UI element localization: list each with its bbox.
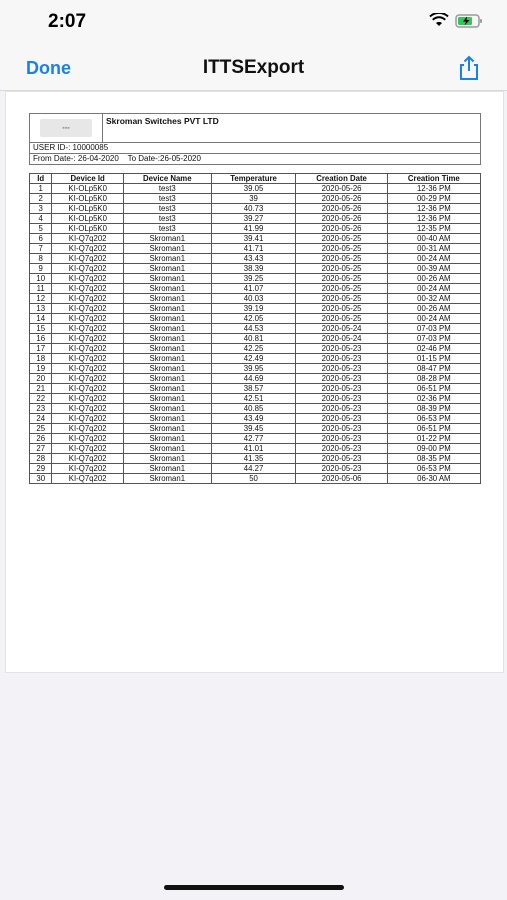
table-cell: 5: [30, 224, 52, 234]
table-cell: 39.41: [211, 234, 296, 244]
table-cell: KI-Q7q202: [52, 374, 123, 384]
table-cell: 40.03: [211, 294, 296, 304]
table-cell: Skroman1: [123, 244, 211, 254]
table-body: [30, 184, 481, 484]
table-cell: KI-Q7q202: [52, 424, 123, 434]
table-cell: KI-OLp5K0: [52, 194, 123, 204]
table-cell: 00-39 AM: [387, 264, 480, 274]
table-row: [30, 344, 481, 354]
table-cell: 07-03 PM: [387, 334, 480, 344]
table-cell: Skroman1: [123, 354, 211, 364]
home-indicator[interactable]: [164, 885, 344, 890]
table-cell: Skroman1: [123, 304, 211, 314]
table-row: [30, 414, 481, 424]
table-cell: 24: [30, 414, 52, 424]
table-cell: test3: [123, 204, 211, 214]
status-icons: [429, 13, 483, 33]
table-cell: 2020-05-26: [296, 204, 387, 214]
table-cell: 39.27: [211, 214, 296, 224]
table-cell: KI-Q7q202: [52, 384, 123, 394]
table-cell: KI-OLp5K0: [52, 214, 123, 224]
table-cell: 39.25: [211, 274, 296, 284]
table-cell: Skroman1: [123, 264, 211, 274]
table-cell: KI-Q7q202: [52, 334, 123, 344]
table-cell: 12-36 PM: [387, 214, 480, 224]
table-cell: test3: [123, 184, 211, 194]
table-cell: 42.77: [211, 434, 296, 444]
table-cell: 2020-05-26: [296, 184, 387, 194]
table-cell: 09-00 PM: [387, 444, 480, 454]
table-cell: 01-22 PM: [387, 434, 480, 444]
table-cell: 1: [30, 184, 52, 194]
table-cell: Skroman1: [123, 404, 211, 414]
table-row: [30, 324, 481, 334]
table-cell: KI-Q7q202: [52, 434, 123, 444]
table-cell: 2020-05-23: [296, 344, 387, 354]
column-header: Creation Date: [296, 174, 387, 184]
table-cell: 2020-05-23: [296, 354, 387, 364]
table-cell: 39.45: [211, 424, 296, 434]
table-cell: Skroman1: [123, 434, 211, 444]
table-cell: 00-26 AM: [387, 304, 480, 314]
company-logo: [30, 114, 103, 142]
share-icon[interactable]: [455, 54, 483, 82]
table-cell: 40.73: [211, 204, 296, 214]
column-header: Id: [30, 174, 52, 184]
table-cell: Skroman1: [123, 444, 211, 454]
table-cell: 7: [30, 244, 52, 254]
table-cell: 42.05: [211, 314, 296, 324]
table-header-row: [30, 174, 481, 184]
table-cell: 3: [30, 204, 52, 214]
date-range: From Date-: 26-04-2020 To Date-:26-05-2020: [29, 154, 481, 165]
table-cell: 10: [30, 274, 52, 284]
column-header: Device Id: [52, 174, 123, 184]
table-cell: 25: [30, 424, 52, 434]
table-row: [30, 234, 481, 244]
table-cell: 2020-05-26: [296, 214, 387, 224]
table-cell: 41.99: [211, 224, 296, 234]
table-cell: 08-28 PM: [387, 374, 480, 384]
table-cell: 42.25: [211, 344, 296, 354]
table-cell: 28: [30, 454, 52, 464]
table-cell: 00-24 AM: [387, 314, 480, 324]
table-cell: 2020-05-23: [296, 364, 387, 374]
table-cell: 27: [30, 444, 52, 454]
table-row: [30, 194, 481, 204]
table-cell: test3: [123, 224, 211, 234]
table-cell: 13: [30, 304, 52, 314]
table-cell: test3: [123, 214, 211, 224]
status-time: 2:07: [48, 11, 87, 32]
table-cell: 2020-05-25: [296, 274, 387, 284]
table-row: [30, 424, 481, 434]
table-row: [30, 354, 481, 364]
table-cell: 00-24 AM: [387, 284, 480, 294]
table-cell: 00-32 AM: [387, 294, 480, 304]
table-cell: 40.85: [211, 404, 296, 414]
table-cell: 38.57: [211, 384, 296, 394]
table-cell: Skroman1: [123, 284, 211, 294]
table-cell: 2020-05-25: [296, 264, 387, 274]
table-cell: 2020-05-23: [296, 414, 387, 424]
table-row: [30, 314, 481, 324]
table-row: [30, 464, 481, 474]
wifi-icon: [429, 13, 449, 33]
table-cell: 00-24 AM: [387, 254, 480, 264]
company-name: Skroman Switches PVT LTD: [106, 116, 219, 126]
table-cell: 2020-05-25: [296, 314, 387, 324]
table-row: [30, 474, 481, 484]
table-cell: 2020-05-25: [296, 254, 387, 264]
table-row: [30, 384, 481, 394]
table-cell: 4: [30, 214, 52, 224]
column-header: Temperature: [211, 174, 296, 184]
table-cell: 00-26 AM: [387, 274, 480, 284]
table-cell: 39.05: [211, 184, 296, 194]
table-cell: 00-40 AM: [387, 234, 480, 244]
table-cell: 41.07: [211, 284, 296, 294]
table-cell: KI-Q7q202: [52, 244, 123, 254]
table-cell: 02-46 PM: [387, 344, 480, 354]
table-cell: KI-Q7q202: [52, 464, 123, 474]
table-cell: Skroman1: [123, 384, 211, 394]
table-cell: 07-03 PM: [387, 324, 480, 334]
table-cell: 06-53 PM: [387, 464, 480, 474]
table-cell: Skroman1: [123, 454, 211, 464]
table-cell: 2020-05-23: [296, 374, 387, 384]
table-cell: Skroman1: [123, 314, 211, 324]
column-header: Device Name: [123, 174, 211, 184]
table-cell: KI-Q7q202: [52, 314, 123, 324]
table-row: [30, 214, 481, 224]
table-cell: 08-35 PM: [387, 454, 480, 464]
table-row: [30, 374, 481, 384]
table-cell: 2020-05-25: [296, 294, 387, 304]
table-cell: KI-Q7q202: [52, 364, 123, 374]
table-cell: KI-Q7q202: [52, 294, 123, 304]
table-cell: KI-Q7q202: [52, 394, 123, 404]
table-cell: 12-35 PM: [387, 224, 480, 234]
table-cell: 44.27: [211, 464, 296, 474]
status-bar: [0, 0, 507, 44]
table-row: [30, 454, 481, 464]
page-title: ITTSExport: [202, 57, 305, 78]
table-cell: KI-Q7q202: [52, 284, 123, 294]
table-cell: 2020-05-26: [296, 224, 387, 234]
table-row: [30, 184, 481, 194]
table-cell: 2: [30, 194, 52, 204]
pdf-page: [5, 91, 504, 673]
table-cell: 2020-05-23: [296, 454, 387, 464]
table-cell: 01-15 PM: [387, 354, 480, 364]
table-cell: 2020-05-24: [296, 324, 387, 334]
table-cell: KI-Q7q202: [52, 354, 123, 364]
table-cell: 2020-05-26: [296, 194, 387, 204]
table-cell: KI-Q7q202: [52, 404, 123, 414]
table-row: [30, 204, 481, 214]
table-cell: 26: [30, 434, 52, 444]
table-row: [30, 244, 481, 254]
table-cell: 44.53: [211, 324, 296, 334]
table-cell: 2020-05-23: [296, 444, 387, 454]
table-cell: KI-Q7q202: [52, 304, 123, 314]
report: [29, 113, 481, 484]
table-cell: 12-36 PM: [387, 184, 480, 194]
table-cell: 40.81: [211, 334, 296, 344]
table-cell: KI-Q7q202: [52, 254, 123, 264]
table-cell: 23: [30, 404, 52, 414]
table-cell: 06-51 PM: [387, 384, 480, 394]
table-cell: test3: [123, 194, 211, 204]
table-cell: 29: [30, 464, 52, 474]
table-cell: Skroman1: [123, 334, 211, 344]
table-row: [30, 394, 481, 404]
table-row: [30, 274, 481, 284]
table-cell: 12: [30, 294, 52, 304]
table-cell: Skroman1: [123, 294, 211, 304]
table-cell: 2020-05-23: [296, 394, 387, 404]
table-cell: 08-47 PM: [387, 364, 480, 374]
table-cell: 14: [30, 314, 52, 324]
table-cell: 38.39: [211, 264, 296, 274]
report-header: [29, 113, 481, 143]
table-row: [30, 284, 481, 294]
table-cell: 19: [30, 364, 52, 374]
table-cell: Skroman1: [123, 254, 211, 264]
table-cell: KI-Q7q202: [52, 474, 123, 484]
document-viewer[interactable]: [0, 91, 507, 871]
table-cell: Skroman1: [123, 344, 211, 354]
table-cell: KI-Q7q202: [52, 344, 123, 354]
table-cell: 2020-05-25: [296, 284, 387, 294]
table-cell: 2020-05-24: [296, 334, 387, 344]
table-cell: Skroman1: [123, 394, 211, 404]
table-cell: Skroman1: [123, 414, 211, 424]
table-cell: 9: [30, 264, 52, 274]
table-cell: KI-Q7q202: [52, 414, 123, 424]
table-cell: 21: [30, 384, 52, 394]
table-cell: 17: [30, 344, 52, 354]
table-row: [30, 404, 481, 414]
table-cell: KI-OLp5K0: [52, 224, 123, 234]
table-cell: 06-51 PM: [387, 424, 480, 434]
table-cell: Skroman1: [123, 234, 211, 244]
table-cell: 2020-05-23: [296, 464, 387, 474]
table-cell: 43.49: [211, 414, 296, 424]
table-cell: 2020-05-23: [296, 424, 387, 434]
table-cell: Skroman1: [123, 474, 211, 484]
table-row: [30, 334, 481, 344]
table-row: [30, 264, 481, 274]
table-cell: 2020-05-23: [296, 434, 387, 444]
table-cell: Skroman1: [123, 424, 211, 434]
table-cell: 39.95: [211, 364, 296, 374]
table-cell: 00-31 AM: [387, 244, 480, 254]
table-cell: 2020-05-23: [296, 384, 387, 394]
table-cell: 2020-05-25: [296, 234, 387, 244]
table-row: [30, 254, 481, 264]
table-cell: KI-Q7q202: [52, 454, 123, 464]
table-cell: 30: [30, 474, 52, 484]
table-cell: Skroman1: [123, 464, 211, 474]
table-cell: KI-Q7q202: [52, 274, 123, 284]
table-cell: 41.71: [211, 244, 296, 254]
table-cell: 2020-05-25: [296, 244, 387, 254]
user-id: USER ID-: 10000085: [29, 143, 481, 154]
battery-icon: [455, 14, 483, 33]
table-cell: 42.49: [211, 354, 296, 364]
table-cell: 2020-05-23: [296, 404, 387, 414]
table-cell: 00-29 PM: [387, 194, 480, 204]
table-cell: 08-39 PM: [387, 404, 480, 414]
table-cell: 8: [30, 254, 52, 264]
logo-image: ▪▪▪: [40, 119, 92, 137]
table-cell: 22: [30, 394, 52, 404]
table-cell: KI-Q7q202: [52, 234, 123, 244]
table-cell: 50: [211, 474, 296, 484]
table-row: [30, 434, 481, 444]
table-cell: KI-Q7q202: [52, 444, 123, 454]
navigation-bar: [0, 44, 507, 91]
table-row: [30, 364, 481, 374]
table-cell: 41.35: [211, 454, 296, 464]
table-cell: Skroman1: [123, 364, 211, 374]
table-cell: 41.01: [211, 444, 296, 454]
table-cell: Skroman1: [123, 324, 211, 334]
table-cell: KI-Q7q202: [52, 264, 123, 274]
table-cell: 18: [30, 354, 52, 364]
table-cell: 16: [30, 334, 52, 344]
table-cell: 15: [30, 324, 52, 334]
table-cell: 42.51: [211, 394, 296, 404]
table-cell: 39.19: [211, 304, 296, 314]
table-cell: KI-OLp5K0: [52, 184, 123, 194]
table-cell: Skroman1: [123, 374, 211, 384]
table-row: [30, 224, 481, 234]
table-cell: 06-53 PM: [387, 414, 480, 424]
table-cell: 6: [30, 234, 52, 244]
readings-table: [29, 173, 481, 484]
table-cell: 44.69: [211, 374, 296, 384]
table-cell: 02-36 PM: [387, 394, 480, 404]
table-cell: Skroman1: [123, 274, 211, 284]
table-cell: KI-OLp5K0: [52, 204, 123, 214]
done-button[interactable]: Done: [26, 58, 71, 78]
table-cell: 06-30 AM: [387, 474, 480, 484]
table-cell: KI-Q7q202: [52, 324, 123, 334]
table-row: [30, 294, 481, 304]
column-header: Creation Time: [387, 174, 480, 184]
table-cell: 20: [30, 374, 52, 384]
table-row: [30, 444, 481, 454]
table-cell: 2020-05-06: [296, 474, 387, 484]
table-row: [30, 304, 481, 314]
table-cell: 11: [30, 284, 52, 294]
table-cell: 43.43: [211, 254, 296, 264]
table-cell: 12-36 PM: [387, 204, 480, 214]
table-cell: 39: [211, 194, 296, 204]
table-cell: 2020-05-25: [296, 304, 387, 314]
